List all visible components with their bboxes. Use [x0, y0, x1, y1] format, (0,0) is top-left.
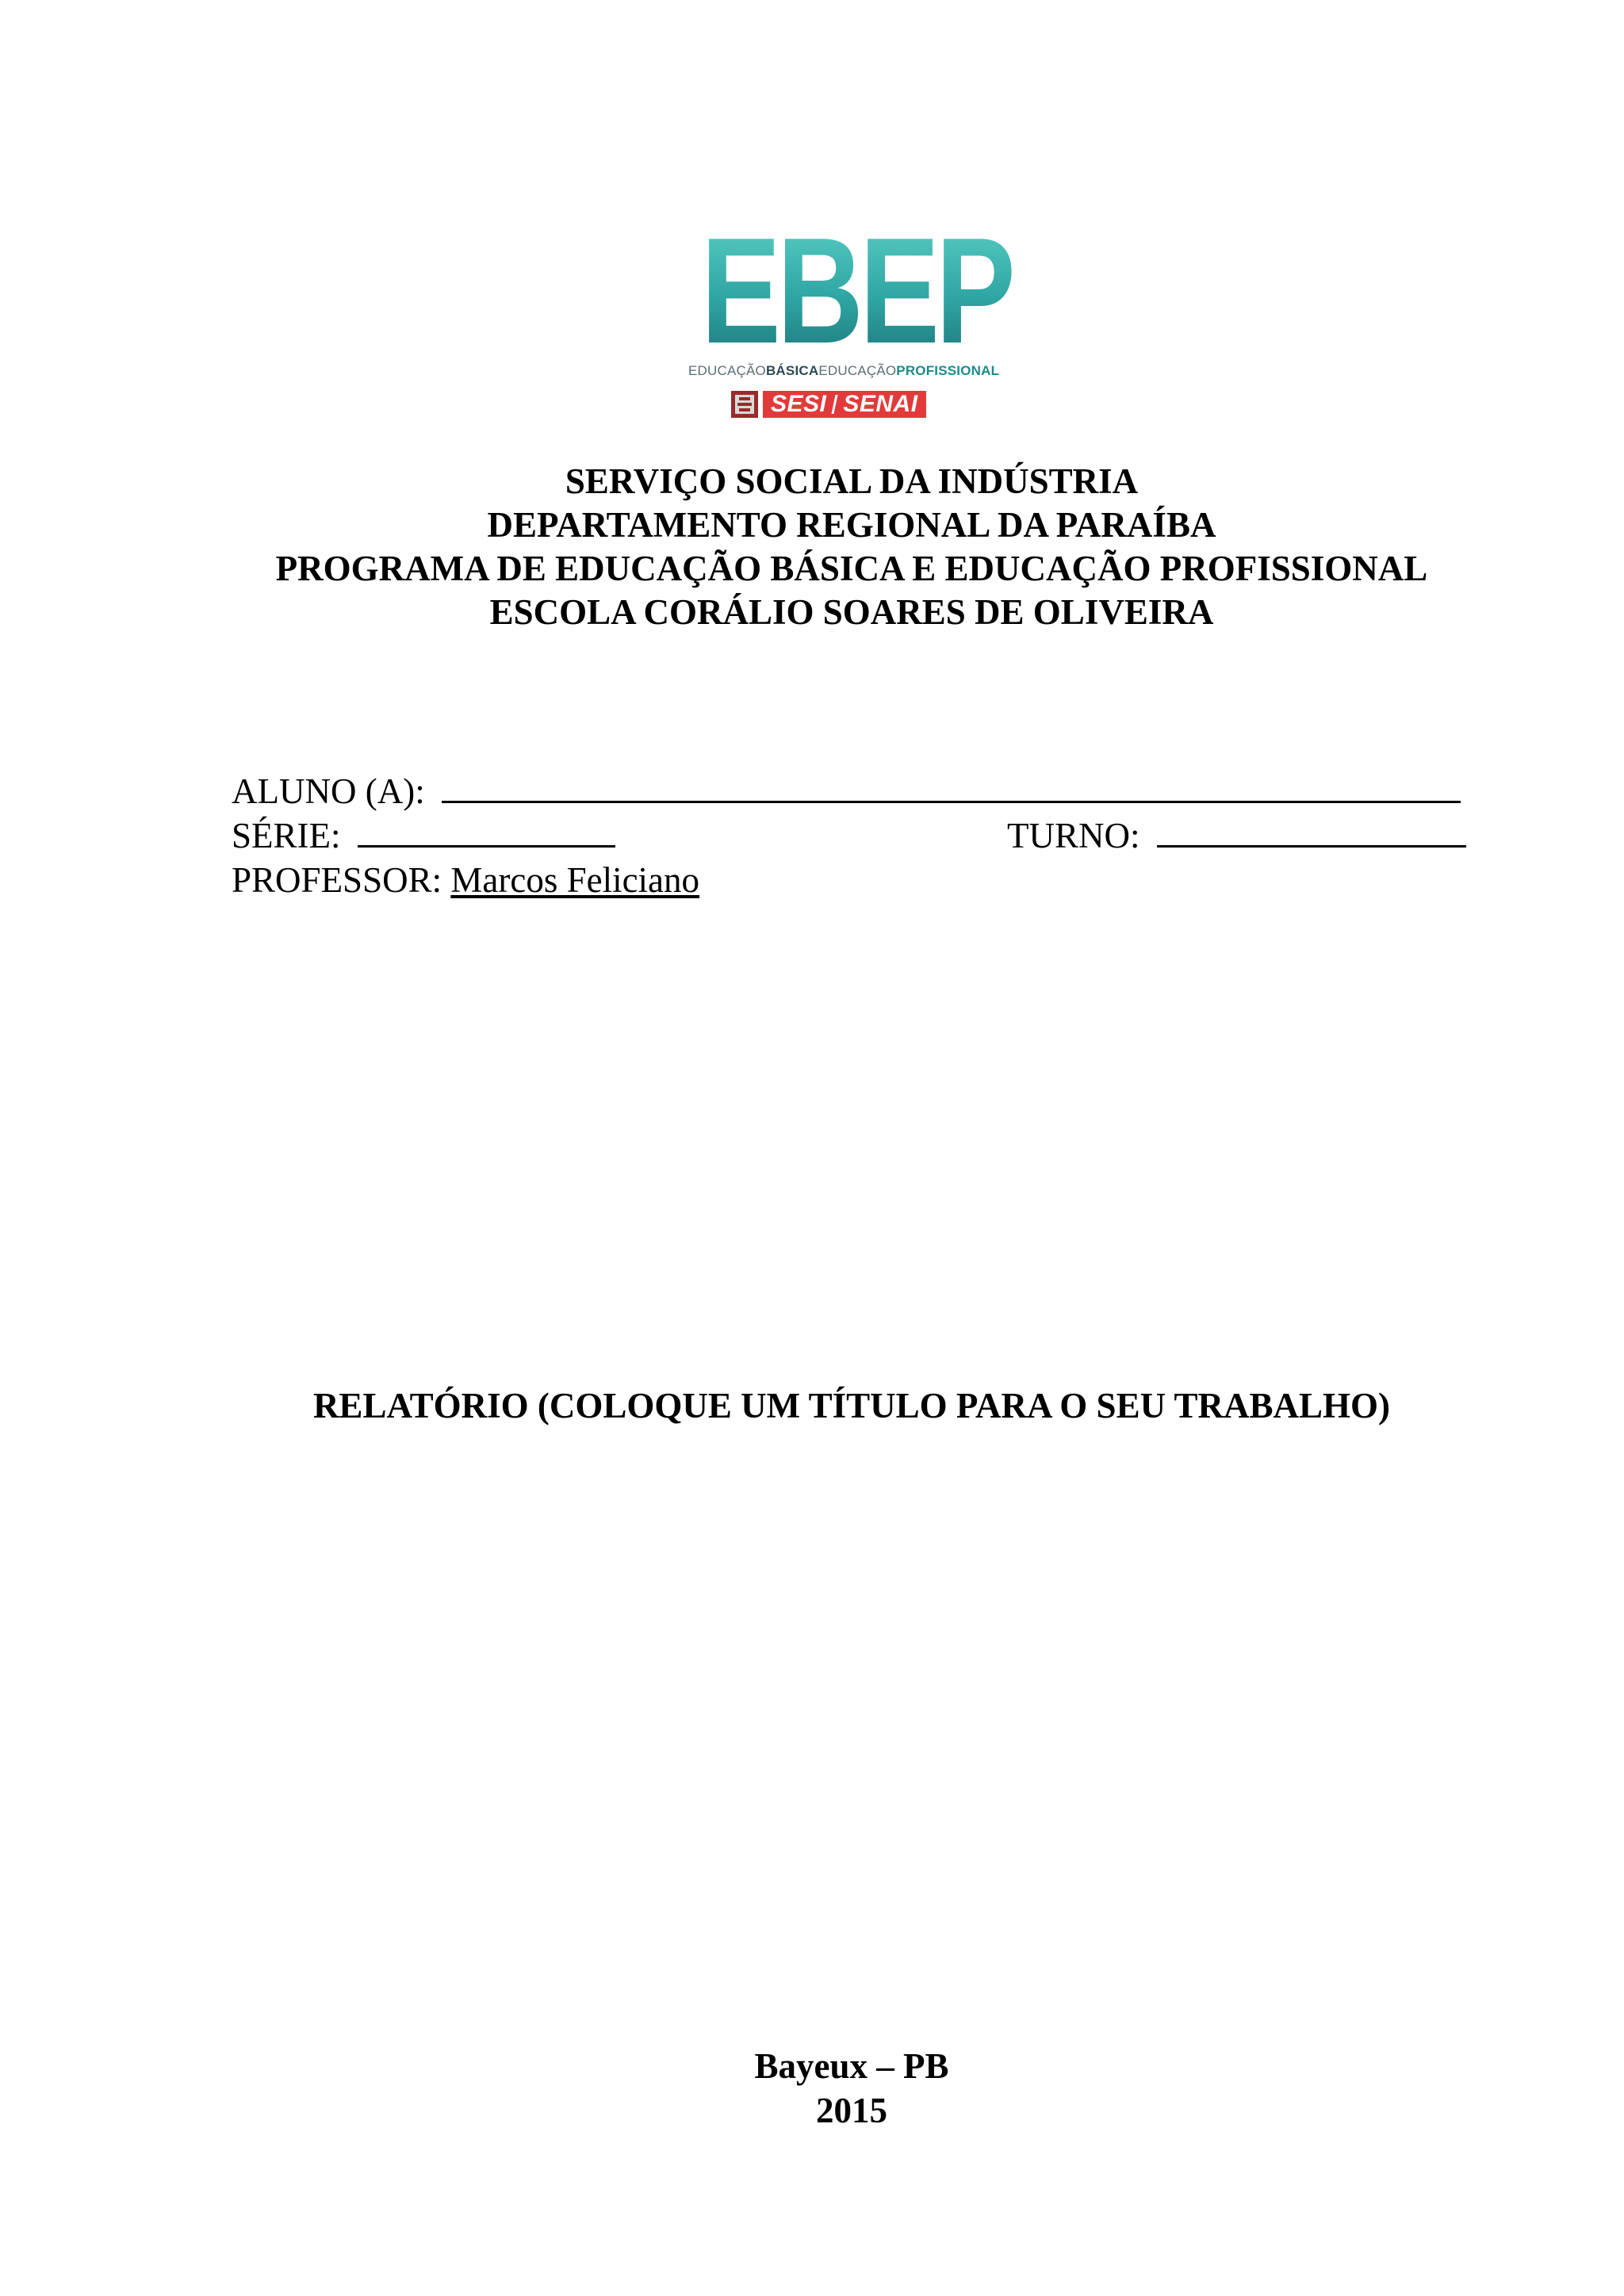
footer — [159, 2044, 1545, 2133]
sesi-text: SESI — [771, 391, 827, 417]
turno-blank-line[interactable] — [1157, 813, 1466, 848]
institution-line-2: DEPARTAMENTO REGIONAL DA PARAÍBA — [487, 505, 1216, 545]
serie-blank-line[interactable] — [358, 813, 615, 848]
ebep-text: EBEP — [701, 224, 1013, 350]
footer-year: 2015 — [816, 2091, 887, 2130]
professor-label: PROFESSOR: — [232, 860, 442, 900]
ebep-logo — [682, 224, 1031, 422]
senai-text: SENAI — [843, 391, 918, 417]
ebep-wordmark — [698, 224, 1015, 350]
aluno-blank-line[interactable] — [442, 769, 1461, 803]
institution-line-1: SERVIÇO SOCIAL DA INDÚSTRIA — [565, 461, 1139, 501]
institution-line-3: PROGRAMA DE EDUCAÇÃO BÁSICA E EDUCAÇÃO PROFISSIONAL — [275, 549, 1428, 588]
aluno-label: ALUNO (A): — [232, 771, 425, 811]
sesi-senai-badge — [763, 391, 926, 418]
sesi-senai-logo — [731, 390, 926, 419]
institution-line-4: ESCOLA CORÁLIO SOARES DE OLIVEIRA — [489, 592, 1214, 632]
tagline-educacao-2: EDUCAÇÃO — [818, 363, 897, 378]
institution-header — [159, 460, 1545, 634]
serie-label: SÉRIE: — [232, 816, 341, 855]
student-info-fields — [232, 769, 1469, 902]
serie-turno-row — [232, 813, 1469, 858]
badge-separator — [832, 395, 838, 414]
professor-name: Marcos Feliciano — [450, 860, 700, 900]
professor-row — [232, 858, 1469, 902]
logo-tagline — [688, 363, 1025, 379]
tagline-basica: BÁSICA — [765, 363, 819, 378]
footer-location: Bayeux – PB — [754, 2046, 949, 2086]
tagline-educacao-1: EDUCAÇÃO — [688, 363, 766, 378]
turno-field — [1007, 813, 1466, 858]
sesi-emblem-icon — [731, 391, 758, 418]
tagline-profissional: PROFISSIONAL — [896, 363, 1000, 378]
aluno-row — [232, 769, 1469, 813]
turno-label: TURNO: — [1007, 816, 1140, 855]
report-title: RELATÓRIO (COLOQUE UM TÍTULO PARA O SEU TRABALHO) — [312, 1386, 1391, 1425]
